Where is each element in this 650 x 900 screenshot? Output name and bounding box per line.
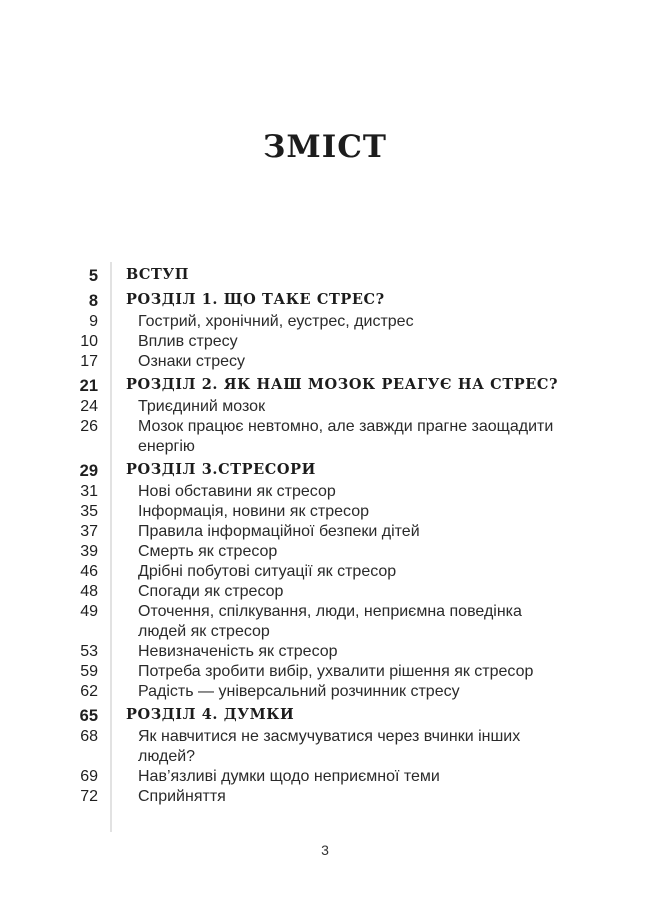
toc-page-number: 17 — [80, 353, 98, 370]
toc-entry-title: Потреба зробити вибір, ухвалити рішення як стресор — [138, 663, 534, 680]
toc-entry-title: Ознаки стресу — [138, 353, 246, 370]
toc-entry[interactable] — [60, 542, 620, 562]
toc-section-4[interactable] — [60, 704, 620, 727]
toc-entry-title: Нав’язливі думки щодо неприємної теми — [138, 768, 440, 785]
toc-page-number: 24 — [80, 398, 98, 415]
toc-entry-title: Вплив стресу — [138, 333, 238, 350]
toc-page-number: 26 — [80, 418, 98, 435]
toc-entry-title: Нові обставини як стресор — [138, 483, 336, 500]
toc-page-number: 8 — [88, 292, 98, 310]
toc-entry[interactable] — [60, 482, 620, 502]
toc-entry[interactable] — [60, 662, 620, 682]
toc-entry-title: Невизначеність як стресор — [138, 643, 338, 660]
toc-entry-title: Правила інформаційної безпеки дітей — [138, 523, 420, 540]
toc-section-3[interactable] — [60, 459, 620, 482]
toc-entry[interactable] — [60, 312, 620, 332]
toc-section-title: РОЗДІЛ 3.СТРЕСОРИ — [126, 461, 316, 478]
toc-entry-title: Оточення, спілкування, люди, неприємна поведінка людей як стресор — [138, 603, 522, 640]
toc-page-number: 9 — [89, 313, 98, 330]
toc-entry[interactable] — [60, 682, 620, 702]
toc-entry[interactable] — [60, 502, 620, 522]
toc-entry[interactable] — [60, 397, 620, 417]
toc-page-number: 5 — [88, 267, 98, 285]
toc-entry[interactable] — [60, 642, 620, 662]
toc-page-number: 35 — [80, 503, 98, 520]
toc-page-number: 59 — [80, 663, 98, 680]
toc-entry[interactable] — [60, 332, 620, 352]
toc-page-number: 46 — [80, 563, 98, 580]
toc-entry-title: Інформація, новини як стресор — [138, 503, 370, 520]
toc-page-number: 62 — [80, 683, 98, 700]
toc-section-2[interactable] — [60, 374, 620, 397]
toc-entry[interactable] — [60, 522, 620, 542]
toc-section-title: РОЗДІЛ 2. ЯК НАШ МОЗОК РЕАГУЄ НА СТРЕС? — [126, 376, 559, 393]
toc-entry-title: Триєдиний мозок — [138, 398, 266, 415]
toc-page-number: 53 — [80, 643, 98, 660]
page-title: ЗМІСТ — [263, 128, 387, 165]
toc-entry-title: Радість — універсальний розчинник стресу — [138, 683, 460, 700]
toc-section-title: ВСТУП — [126, 266, 190, 283]
toc-entry-title: Мозок працює невтомно, але завжди прагне заощадити енергію — [138, 418, 554, 455]
toc-entry-title: Гострий, хронічний, еустрес, дистрес — [138, 313, 414, 330]
toc-page-number: 37 — [80, 523, 98, 540]
toc-section-title: РОЗДІЛ 4. ДУМКИ — [126, 706, 295, 723]
toc-entry-title: Дрібні побутові ситуації як стресор — [138, 563, 397, 580]
toc-entry-title: Спогади як стресор — [138, 583, 284, 600]
toc-page-number: 39 — [80, 543, 98, 560]
toc-page-number: 10 — [80, 333, 98, 350]
toc-entry[interactable] — [60, 767, 620, 787]
toc-entry[interactable] — [60, 602, 620, 642]
toc-page-number: 68 — [80, 728, 98, 745]
toc-entry[interactable] — [60, 352, 620, 372]
toc-entry[interactable] — [60, 582, 620, 602]
toc-page-number: 65 — [79, 707, 98, 725]
toc-page-number: 49 — [80, 603, 98, 620]
toc-page-number: 21 — [79, 377, 98, 395]
toc-page-number: 31 — [80, 483, 98, 500]
toc-section-intro[interactable] — [60, 264, 620, 287]
toc-entry[interactable] — [60, 562, 620, 582]
page-number: 3 — [321, 842, 329, 858]
toc-page-number: 48 — [80, 583, 98, 600]
toc-entry[interactable] — [60, 787, 620, 807]
toc-divider — [110, 262, 112, 832]
toc-section-1[interactable] — [60, 289, 620, 312]
toc-page-number: 72 — [80, 788, 98, 805]
toc-entry[interactable] — [60, 417, 620, 457]
toc-entry-title: Сприйняття — [138, 788, 226, 805]
toc-entry[interactable] — [60, 727, 620, 767]
table-of-contents — [60, 262, 620, 807]
toc-section-title: РОЗДІЛ 1. ЩО ТАКЕ СТРЕС? — [126, 291, 385, 308]
toc-page-number: 69 — [80, 768, 98, 785]
toc-page-number: 29 — [79, 462, 98, 480]
toc-entry-title: Як навчитися не засмучуватися через вчинки інших людей? — [138, 728, 521, 765]
toc-entry-title: Смерть як стресор — [138, 543, 278, 560]
